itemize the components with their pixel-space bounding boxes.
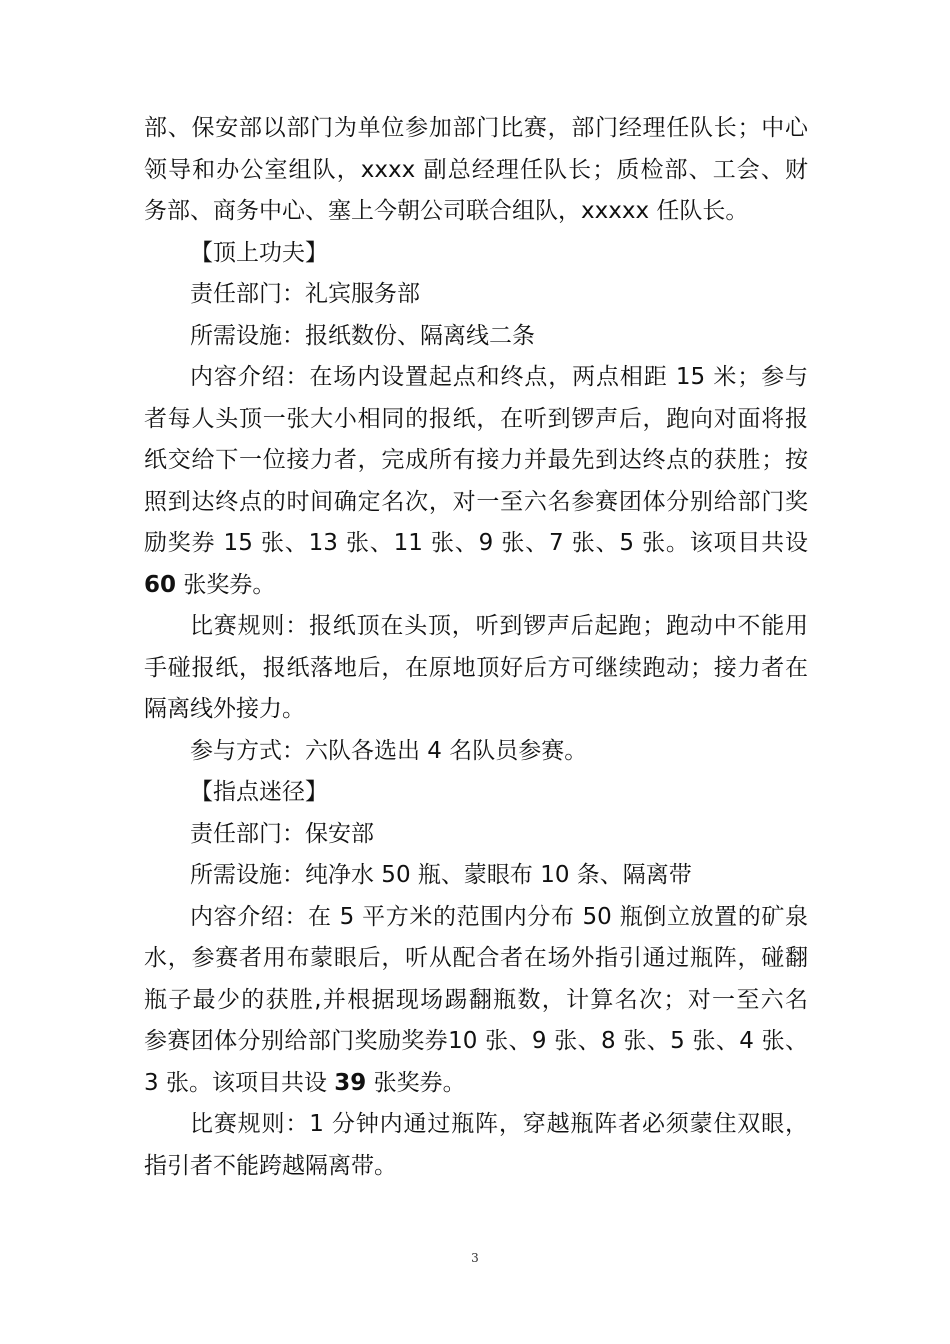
paragraph-line: 领导和办公室组队，xxxx 副总经理任队长；质检部、工会、财 (144, 156, 808, 183)
paragraph-line: 责任部门：保安部 (190, 820, 374, 847)
paragraph-line (144, 1063, 808, 1105)
paragraph-line: 务部、商务中心、塞上今朝公司联合组队，xxxxx 任队长。 (144, 198, 749, 224)
paragraph-line: 参与方式：六队各选出 4 名队员参赛。 (190, 737, 588, 764)
paragraph-line: 瓶子最少的获胜,并根据现场踢翻瓶数，计算名次；对一至六名 (144, 986, 808, 1013)
paragraph-line: 指引者不能跨越隔离带。 (144, 1152, 397, 1179)
paragraph-line: 水，参赛者用布蒙眼后，听从配合者在场外指引通过瓶阵，碰翻 (144, 945, 808, 971)
page-number: 3 (471, 1251, 479, 1265)
section-heading-dingshang: 【顶上功夫】 (190, 239, 328, 266)
line-text: 张。该项目共设 (165, 1069, 335, 1096)
document-body (144, 108, 808, 1187)
paragraph-line: 责任部门：礼宾服务部 (190, 281, 420, 307)
paragraph-line: 纸交给下一位接力者，完成所有接力并最先到达终点的获胜；按 (144, 447, 808, 473)
paragraph-line: 手碰报纸，报纸落地后，在原地顶好后方可继续跑动；接力者在 (144, 654, 808, 681)
paragraph-line: 者每人头顶一张大小相同的报纸，在听到锣声后，跑向对面将报 (144, 405, 808, 432)
paragraph-line: 所需设施：纯净水 50 瓶、蒙眼布 10 条、隔离带 (190, 862, 692, 888)
line-text: 张奖券。 (373, 1069, 466, 1096)
bold-number: 39 (334, 1069, 367, 1096)
paragraph-line: 部、保安部以部门为单位参加部门比赛，部门经理任队长；中心 (144, 115, 808, 141)
paragraph-line: 隔离线外接力。 (144, 696, 305, 722)
paragraph-line: 所需设施：报纸数份、隔离线二条 (190, 322, 535, 349)
paragraph-line: 比赛规则：1 分钟内通过瓶阵，穿越瓶阵者必须蒙住双眼， (190, 1111, 808, 1137)
paragraph-line: 内容介绍：在 5 平方米的范围内分布 50 瓶倒立放置的矿泉 (190, 903, 808, 930)
paragraph-line: 参赛团体分别给部门奖励奖券10 张、9 张、8 张、5 张、4 张、 (144, 1028, 808, 1054)
paragraph-line: 内容介绍：在场内设置起点和终点，两点相距 15 米；参与 (190, 364, 808, 390)
bold-number-plain: 3 (144, 1069, 159, 1096)
paragraph-line: 照到达终点的时间确定名次，对一至六名参赛团体分别给部门奖 (144, 488, 808, 515)
paragraph-line: 励奖券 15 张、13 张、11 张、9 张、7 张、5 张。该项目共设 (144, 530, 808, 556)
line-text: 张奖券。 (183, 571, 276, 598)
section-heading-zhidian: 【指点迷径】 (190, 779, 328, 805)
paragraph-line (144, 565, 808, 607)
paragraph-line: 比赛规则：报纸顶在头顶，听到锣声后起跑；跑动中不能用 (190, 613, 808, 639)
bold-number: 60 (144, 571, 177, 598)
